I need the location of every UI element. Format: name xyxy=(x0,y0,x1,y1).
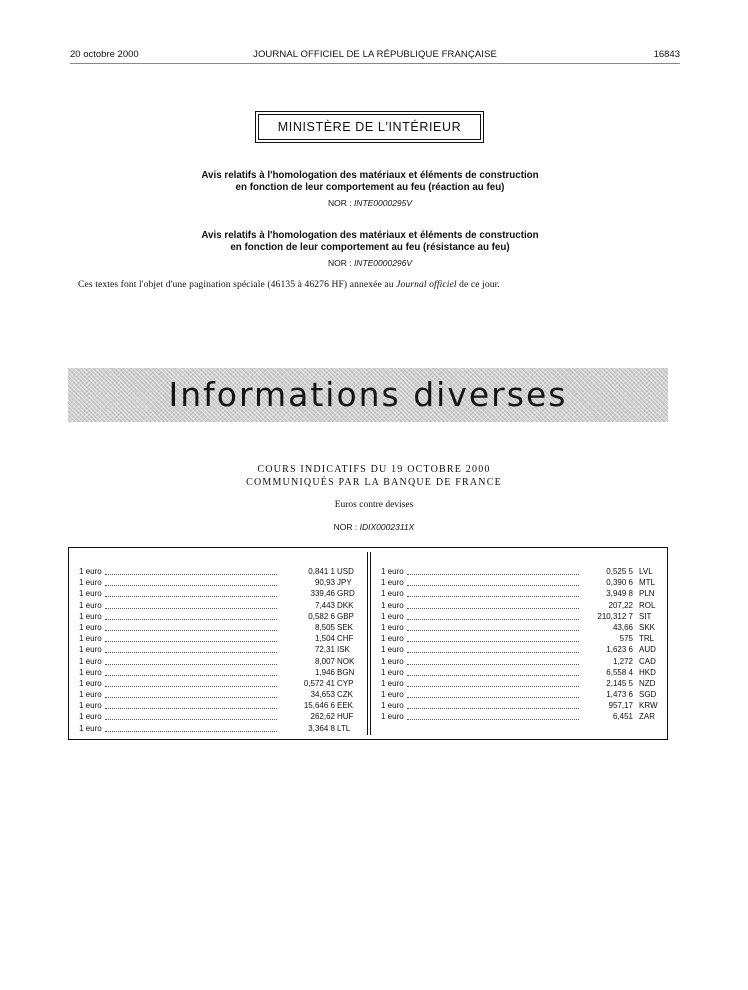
rate-value: 210,312 7 xyxy=(597,611,633,621)
currency-code: SGD xyxy=(639,690,657,700)
section-title: Informations diverses xyxy=(168,375,568,414)
rate-value: 8,007 xyxy=(314,656,335,666)
rate-value: 8,505 xyxy=(314,622,335,632)
rate-row xyxy=(79,611,356,622)
currency-code: SKK xyxy=(639,622,656,632)
currency-code: HUF xyxy=(337,712,354,722)
currency-code: USD xyxy=(337,567,354,576)
leader-dots xyxy=(105,708,277,709)
leader-dots xyxy=(105,675,277,676)
rate-value: 1,623 6 xyxy=(606,645,633,655)
leader-dots xyxy=(407,574,579,575)
currency-code: KRW xyxy=(639,701,658,711)
rate-row xyxy=(381,577,658,588)
leader-dots xyxy=(407,686,579,687)
leader-dots xyxy=(407,697,579,698)
header-date: 20 octobre 2000 xyxy=(70,49,139,60)
avis-2-nor xyxy=(110,258,630,268)
leader-dots xyxy=(407,708,579,709)
rate-row xyxy=(381,633,658,644)
rate-label: 1 euro xyxy=(381,656,404,666)
rate-value: 72,31 xyxy=(314,645,335,655)
leader-dots xyxy=(105,574,277,575)
currency-code: CAD xyxy=(639,656,656,666)
avis-1-nor-code: INTE0000295V xyxy=(353,198,413,208)
rate-label: 1 euro xyxy=(79,656,102,666)
rate-row xyxy=(381,611,658,622)
rate-label: 1 euro xyxy=(79,690,102,700)
cours-line-1: COURS INDICATIFS DU 19 OCTOBRE 2000 xyxy=(257,464,491,475)
leader-dots xyxy=(105,619,277,620)
avis-block-1 xyxy=(110,170,630,208)
leader-dots xyxy=(407,664,579,665)
rate-label: 1 euro xyxy=(381,645,404,655)
rate-value: 6,558 4 xyxy=(606,667,633,677)
rate-value: 90,93 xyxy=(314,578,335,588)
rate-value: 0,572 41 xyxy=(303,678,335,688)
cours-heading xyxy=(0,463,748,489)
pagination-text-after: de ce jour. xyxy=(456,279,500,290)
leader-dots xyxy=(407,585,579,586)
rate-value: 1,504 xyxy=(314,634,335,644)
rate-label: 1 euro xyxy=(79,712,102,722)
leader-dots xyxy=(407,630,579,631)
leader-dots xyxy=(105,608,277,609)
rate-row xyxy=(79,723,356,734)
rate-value: 0,525 5 xyxy=(606,567,633,576)
currency-code: ZAR xyxy=(639,712,655,722)
leader-dots xyxy=(407,608,579,609)
cours-line-2: COMMUNIQUÉS PAR LA BANQUE DE FRANCE xyxy=(246,477,502,488)
rate-label: 1 euro xyxy=(381,600,404,610)
rate-value: 3,364 8 xyxy=(308,723,335,733)
rate-label: 1 euro xyxy=(79,578,102,588)
currency-code: SEK xyxy=(337,622,354,632)
currency-code: CHF xyxy=(337,634,354,644)
pagination-journal: Journal officiel xyxy=(396,279,457,290)
rate-label: 1 euro xyxy=(79,622,102,632)
rate-row xyxy=(79,700,356,711)
rate-row xyxy=(79,566,356,577)
rate-row xyxy=(381,588,658,599)
leader-dots xyxy=(407,675,579,676)
rate-value: 957,17 xyxy=(608,701,633,711)
column-divider xyxy=(367,552,371,735)
cours-subtitle: Euros contre devises xyxy=(334,500,414,510)
rate-label: 1 euro xyxy=(381,567,404,576)
rate-label: 1 euro xyxy=(381,712,404,722)
rates-column-right xyxy=(381,566,658,723)
rate-row xyxy=(79,644,356,655)
rate-row xyxy=(381,711,658,722)
rate-label: 1 euro xyxy=(79,645,102,655)
avis-2-line-2: en fonction de leur comportement au feu (résistance au feu) xyxy=(230,241,510,253)
leader-dots xyxy=(105,686,277,687)
rate-row xyxy=(381,667,658,678)
rate-row xyxy=(381,644,658,655)
ministry-title: MINISTÈRE DE L'INTÉRIEUR xyxy=(258,114,481,140)
rate-value: 1,473 6 xyxy=(606,690,633,700)
currency-code: NOK xyxy=(337,656,355,666)
rate-value: 34,653 xyxy=(310,690,335,700)
currency-code: CYP xyxy=(337,678,354,688)
rate-label: 1 euro xyxy=(381,634,404,644)
rate-label: 1 euro xyxy=(79,723,102,733)
rate-row xyxy=(79,711,356,722)
leader-dots xyxy=(407,652,579,653)
rates-table xyxy=(68,547,668,740)
rate-label: 1 euro xyxy=(381,611,404,621)
rate-label: 1 euro xyxy=(79,634,102,644)
pagination-note xyxy=(78,279,678,290)
rate-value: 0,841 1 xyxy=(308,567,335,576)
rate-row xyxy=(79,600,356,611)
leader-dots xyxy=(105,585,277,586)
rate-value: 7,443 xyxy=(314,600,335,610)
avis-2-nor-label: NOR : xyxy=(327,258,352,268)
header-journal-title: JOURNAL OFFICIEL DE LA RÉPUBLIQUE FRANÇAISE xyxy=(253,49,497,60)
currency-code: BGN xyxy=(337,667,355,677)
rate-row xyxy=(79,689,356,700)
rate-label: 1 euro xyxy=(79,611,102,621)
rate-value: 15,646 6 xyxy=(303,701,335,711)
rate-label: 1 euro xyxy=(381,690,404,700)
rate-value: 0,582 6 xyxy=(308,611,335,621)
rate-value: 575 xyxy=(619,634,633,644)
rate-value: 339,46 xyxy=(310,589,335,599)
rate-label: 1 euro xyxy=(79,678,102,688)
rate-label: 1 euro xyxy=(381,701,404,711)
rate-row xyxy=(79,622,356,633)
pagination-text-before: Ces textes font l'objet d'une pagination spéciale (46135 à 46276 HF) annexée au xyxy=(78,279,397,290)
header-page-number: 16843 xyxy=(653,49,680,60)
leader-dots xyxy=(105,630,277,631)
rate-label: 1 euro xyxy=(381,667,404,677)
rate-row xyxy=(79,633,356,644)
rate-row xyxy=(381,700,658,711)
leader-dots xyxy=(105,719,277,720)
avis-1-nor xyxy=(110,198,630,208)
currency-code: LVL xyxy=(639,567,653,576)
rate-label: 1 euro xyxy=(381,622,404,632)
rate-value: 43,66 xyxy=(612,622,633,632)
avis-block-2 xyxy=(110,230,630,268)
rate-label: 1 euro xyxy=(79,589,102,599)
currency-code: JPY xyxy=(337,578,352,588)
rate-value: 6,451 xyxy=(612,712,633,722)
currency-code: AUD xyxy=(639,645,656,655)
avis-2-nor-code: INTE0000296V xyxy=(353,258,413,268)
rate-row xyxy=(381,656,658,667)
currency-code: SIT xyxy=(639,611,652,621)
cours-nor-code: IDIX0002311X xyxy=(359,522,415,532)
currency-code: NZD xyxy=(639,678,656,688)
leader-dots xyxy=(105,652,277,653)
page-header xyxy=(70,49,680,63)
rate-label: 1 euro xyxy=(79,600,102,610)
rate-label: 1 euro xyxy=(79,701,102,711)
currency-code: GRD xyxy=(337,589,355,599)
currency-code: MTL xyxy=(639,578,655,588)
rate-value: 2,145 5 xyxy=(606,678,633,688)
avis-1-nor-label: NOR : xyxy=(327,198,352,208)
avis-2-line-1: Avis relatifs à l'homologation des matériaux et éléments de construction xyxy=(201,230,539,241)
leader-dots xyxy=(407,619,579,620)
rate-value: 0,390 6 xyxy=(606,578,633,588)
leader-dots xyxy=(407,641,579,642)
rate-value: 207,22 xyxy=(608,600,633,610)
leader-dots xyxy=(105,731,277,732)
rate-value: 262,62 xyxy=(310,712,335,722)
cours-nor xyxy=(0,522,748,532)
rate-value: 1,946 xyxy=(314,667,335,677)
leader-dots xyxy=(407,596,579,597)
rate-label: 1 euro xyxy=(79,567,102,576)
rate-label: 1 euro xyxy=(79,667,102,677)
leader-dots xyxy=(105,596,277,597)
currency-code: EEK xyxy=(337,701,354,711)
leader-dots xyxy=(407,719,579,720)
currency-code: DKK xyxy=(337,600,354,610)
rate-row xyxy=(79,667,356,678)
rate-row xyxy=(381,600,658,611)
rate-row xyxy=(79,588,356,599)
rate-label: 1 euro xyxy=(381,589,404,599)
currency-code: ISK xyxy=(337,645,350,655)
currency-code: PLN xyxy=(639,589,655,599)
rate-label: 1 euro xyxy=(381,578,404,588)
currency-code: TRL xyxy=(639,634,655,644)
currency-code: ROL xyxy=(639,600,656,610)
rate-row xyxy=(381,678,658,689)
rate-row xyxy=(79,678,356,689)
rate-row xyxy=(381,622,658,633)
currency-code: LTL xyxy=(337,723,351,733)
avis-1-line-1: Avis relatifs à l'homologation des matériaux et éléments de construction xyxy=(201,170,539,181)
cours-nor-label: NOR : xyxy=(333,522,358,532)
rate-row xyxy=(381,689,658,700)
rates-column-left xyxy=(79,566,356,734)
avis-1-line-2: en fonction de leur comportement au feu (réaction au feu) xyxy=(235,181,505,193)
currency-code: CZK xyxy=(337,690,353,700)
currency-code: HKD xyxy=(639,667,656,677)
currency-code: GBP xyxy=(337,611,354,621)
rate-label: 1 euro xyxy=(381,678,404,688)
leader-dots xyxy=(105,641,277,642)
header-rule xyxy=(70,63,680,64)
rate-row xyxy=(79,577,356,588)
leader-dots xyxy=(105,697,277,698)
rate-value: 3,949 8 xyxy=(606,589,633,599)
rate-row xyxy=(381,566,658,577)
rate-row xyxy=(79,656,356,667)
leader-dots xyxy=(105,664,277,665)
rate-value: 1,272 xyxy=(612,656,633,666)
